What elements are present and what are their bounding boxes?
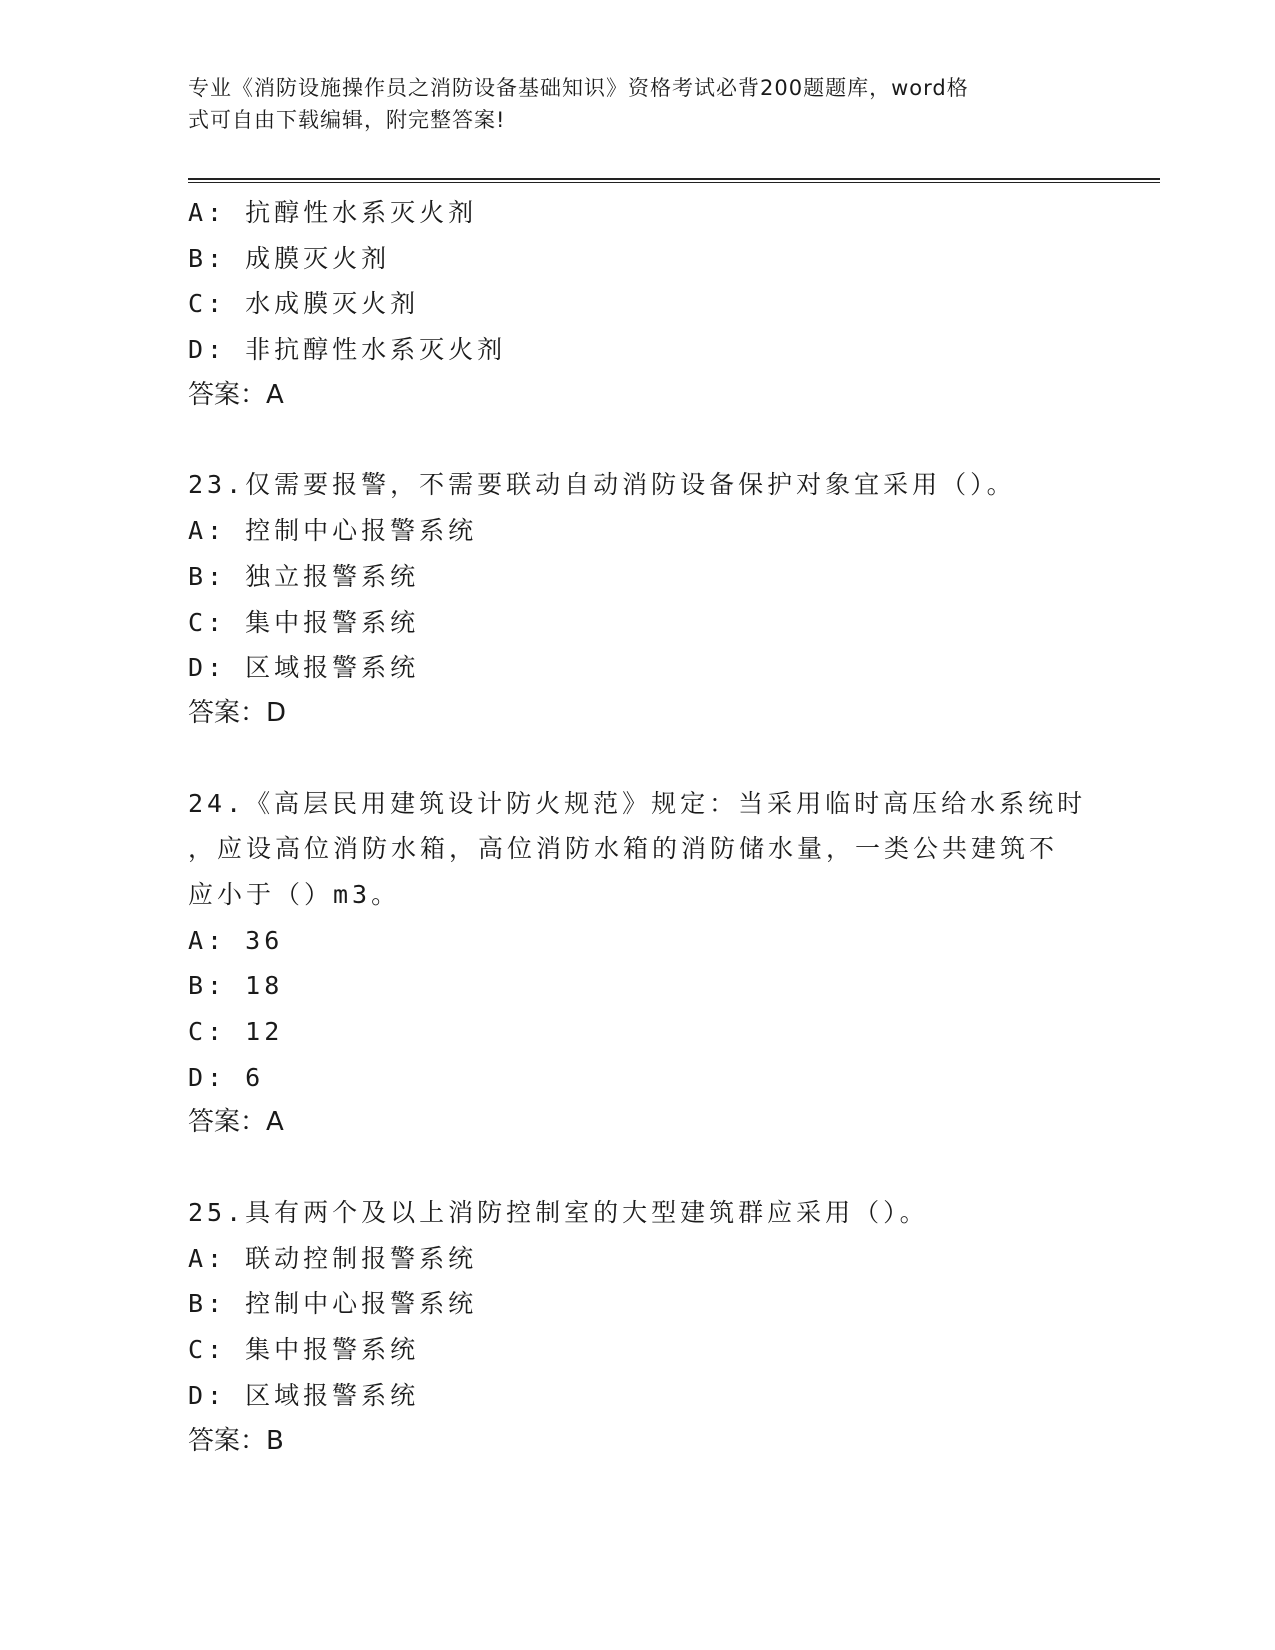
question-stem-line-1: 24.《高层民用建筑设计防火规范》规定：当采用临时高压给水系统时 bbox=[188, 788, 1087, 818]
option-a: A: 抗醇性水系灭火剂 bbox=[188, 198, 478, 227]
spacer bbox=[188, 418, 1088, 462]
answer: 答案：D bbox=[188, 697, 287, 728]
question-25 bbox=[188, 1190, 1088, 1464]
option-c: C: 集中报警系统 bbox=[188, 1335, 420, 1365]
answer: 答案：A bbox=[188, 379, 284, 410]
question-stem: 25.具有两个及以上消防控制室的大型建筑群应采用（）。 bbox=[188, 1198, 929, 1228]
option-a: A: 控制中心报警系统 bbox=[188, 516, 478, 546]
header-line-2: 式可自由下载编辑，附完整答案! bbox=[188, 108, 506, 132]
answer: 答案：B bbox=[188, 1425, 284, 1456]
answer: 答案：A bbox=[188, 1107, 284, 1138]
question-24 bbox=[188, 781, 1088, 1147]
option-b: B: 控制中心报警系统 bbox=[188, 1289, 478, 1319]
spacer bbox=[188, 737, 1088, 781]
option-a: A: 36 bbox=[188, 925, 284, 955]
question-stem-line-2: ，应设高位消防水箱，高位消防水箱的消防储水量，一类公共建筑不 bbox=[188, 834, 1059, 864]
option-d: D: 非抗醇性水系灭火剂 bbox=[188, 335, 507, 365]
option-b: B: 18 bbox=[188, 971, 284, 1001]
header-divider bbox=[188, 178, 1160, 183]
option-b: B: 独立报警系统 bbox=[188, 561, 420, 591]
option-d: D: 区域报警系统 bbox=[188, 1380, 420, 1410]
question-stem: 23.仅需要报警，不需要联动自动消防设备保护对象宜采用（）。 bbox=[188, 470, 1016, 500]
question-22 bbox=[188, 190, 1088, 418]
option-c: C: 水成膜灭火剂 bbox=[188, 289, 420, 319]
question-list bbox=[188, 190, 1088, 1464]
option-d: D: 6 bbox=[188, 1062, 265, 1092]
question-stem-line-3: 应小于（）m3。 bbox=[188, 879, 401, 909]
option-b: B: 成膜灭火剂 bbox=[188, 243, 391, 273]
spacer bbox=[188, 1146, 1088, 1190]
question-23 bbox=[188, 462, 1088, 736]
option-c: C: 集中报警系统 bbox=[188, 607, 420, 637]
header-line-1: 专业《消防设施操作员之消防设备基础知识》资格考试必背200题题库，word格 bbox=[188, 76, 969, 100]
option-a: A: 联动控制报警系统 bbox=[188, 1243, 478, 1273]
option-c: C: 12 bbox=[188, 1017, 284, 1046]
document-header bbox=[188, 72, 1068, 136]
option-d: D: 区域报警系统 bbox=[188, 653, 420, 683]
